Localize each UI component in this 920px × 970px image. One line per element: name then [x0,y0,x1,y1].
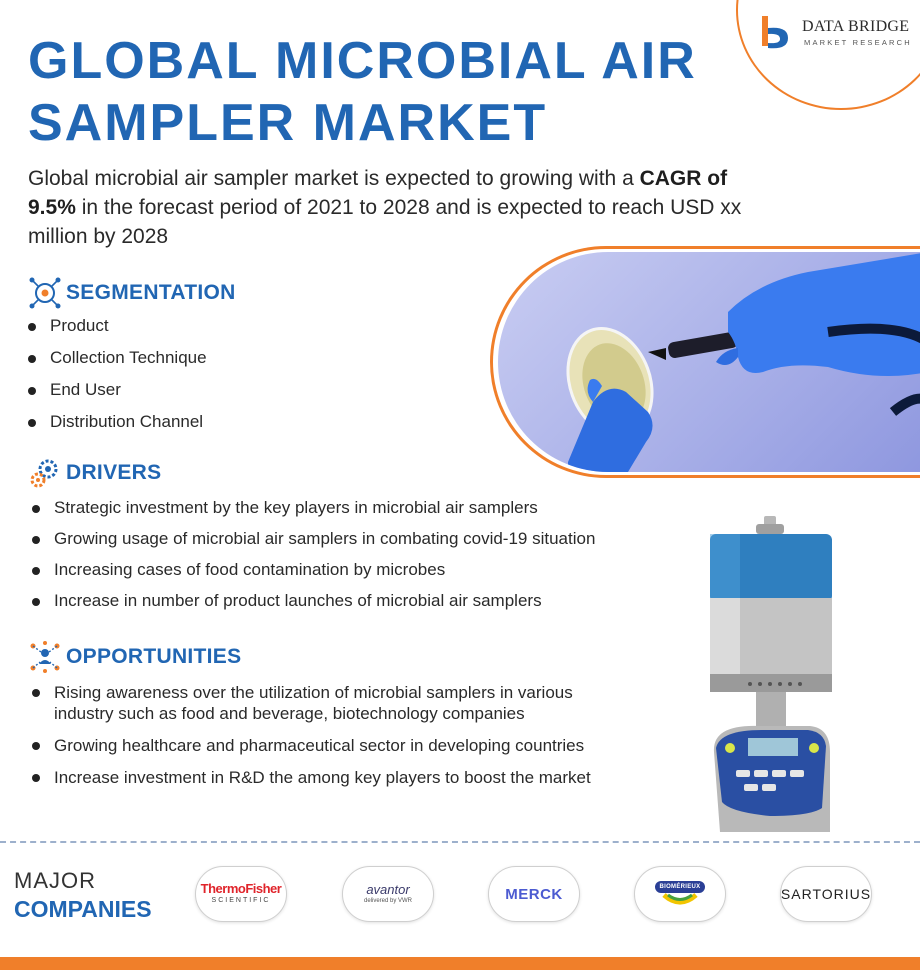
avantor-logo-text: avantor [366,882,410,897]
sartorius-logo-text: SARTORIUS [780,886,872,902]
intro-post: in the forecast period of 2021 to 2028 and is expected to reach USD xx million by 2028 [28,196,742,248]
major-companies-label [14,868,152,924]
logo-b-icon [758,14,794,54]
drivers-heading [28,456,161,490]
intro-cagr: CAGR of 9.5% [28,167,728,219]
logo-tagline: MARKET RESEARCH [804,38,912,47]
company-logo-biomerieux [634,866,726,922]
list-item: End User [24,380,207,412]
opportunities-title: OPPORTUNITIES [66,645,242,668]
biomerieux-logo-text: BIOMÉRIEUX [655,881,704,893]
page-title: GLOBAL MICROBIAL AIR SAMPLER MARKET [28,32,697,152]
drivers-list [28,498,595,622]
air-sampler-device-image [700,512,840,842]
section-divider [0,841,920,843]
list-item: Strategic investment by the key players in microbial air samplers [28,498,595,529]
company-logo-avantor [342,866,434,922]
biomerieux-swoosh-icon [660,893,700,907]
drivers-title: DRIVERS [66,461,162,484]
major-label: MAJOR [14,868,96,893]
people-network-icon [28,640,62,674]
list-item: Rising awareness over the utilization of microbial samplers in various industry such as food and beverage, biotechnology companies [28,682,628,724]
gloved-hands-illustration [498,252,920,472]
company-logo-merck [488,866,580,922]
company-logo-sartorius [780,866,872,922]
segmentation-title: SEGMENTATION [66,281,236,304]
gears-icon [28,456,62,490]
intro-text [28,164,758,251]
companies-label: COMPANIES [14,896,152,922]
footer-accent-bar [0,957,920,970]
list-item: Growing healthcare and pharmaceutical sector in developing countries [28,735,668,756]
air-sampler-illustration [700,512,840,842]
list-item: Growing usage of microbial air samplers in combating covid-19 situation [28,529,595,560]
list-item: Increase in number of product launches of microbial air samplers [28,591,595,622]
thermofisher-logo-subtext: SCIENTIFIC [211,897,271,904]
list-item: Collection Technique [24,348,207,380]
thermofisher-logo-text: ThermoFisher [200,881,282,896]
intro-pre: Global microbial air sampler market is expected to growing with a [28,167,640,190]
list-item: Increasing cases of food contamination by microbes [28,560,595,591]
data-bridge-logo [758,14,918,54]
avantor-logo-subtext: delivered by VWR [363,898,413,904]
list-item: Product [24,316,207,348]
lab-sampling-photo [498,252,920,472]
logo-name: DATA BRIDGE [802,18,910,35]
segmentation-network-icon [28,276,62,310]
list-item: Distribution Channel [24,412,207,444]
segmentation-list [24,316,207,444]
segmentation-heading [28,276,236,310]
list-item: Increase investment in R&D the among key players to boost the market [28,767,668,788]
merck-logo-text: MERCK [505,885,563,903]
opportunities-heading [28,640,241,674]
company-logo-thermofisher [195,866,287,922]
opportunities-list [28,682,668,799]
